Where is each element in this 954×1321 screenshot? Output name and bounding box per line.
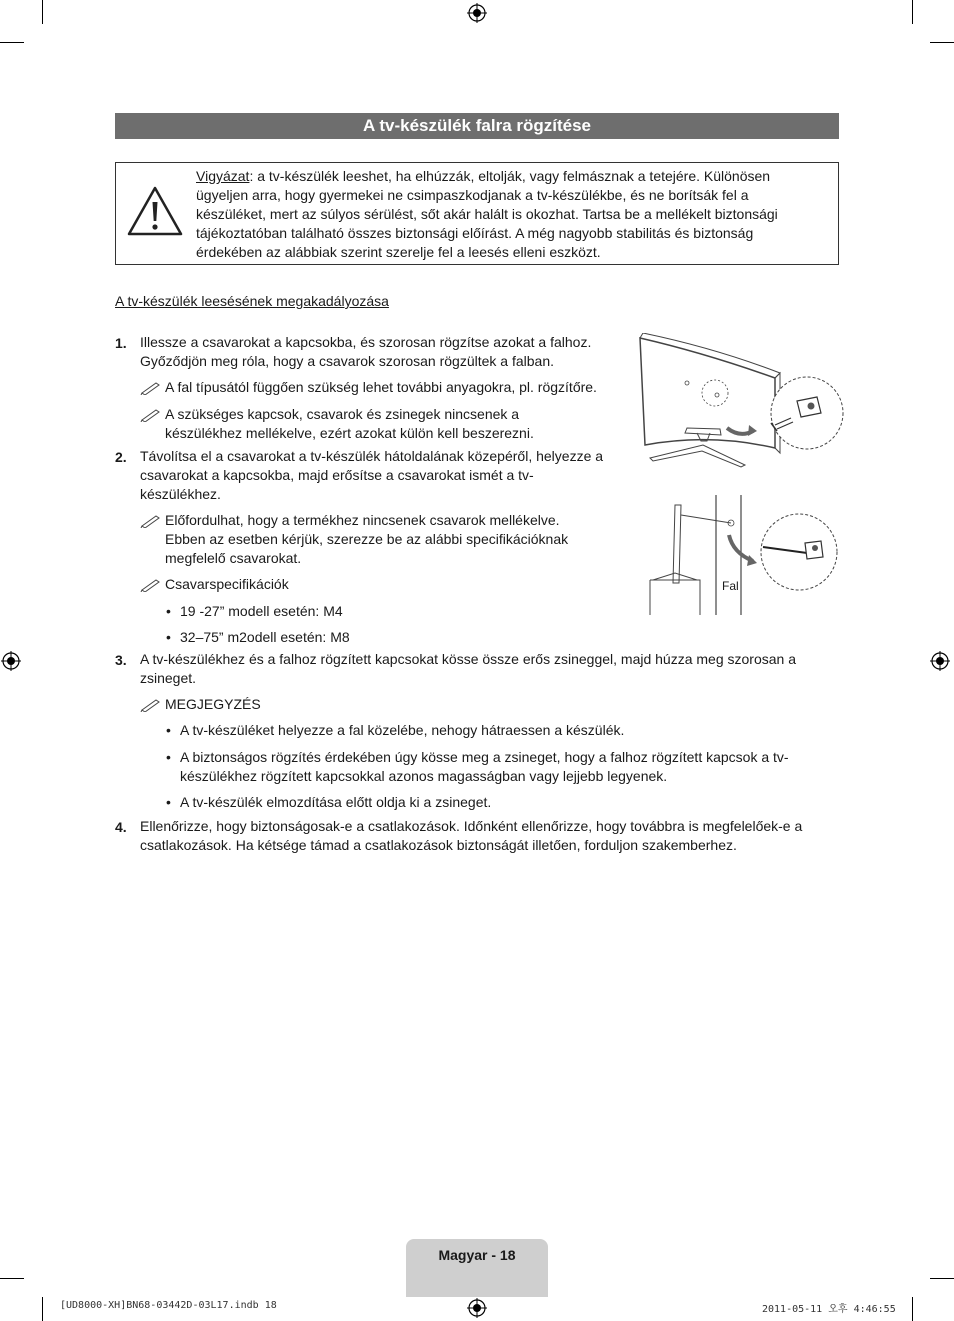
note-pencil-icon bbox=[140, 514, 162, 528]
bullet-text: 32–75” m2odell esetén: M8 bbox=[180, 629, 350, 645]
step-number: 2. bbox=[115, 449, 127, 465]
step-text: Illessze a csavarokat a kapcsokba, és szorosan rögzítse azokat a falhoz. Győződjön meg róla, hogy a csavarok szorosan rögzültek a falban. bbox=[140, 334, 592, 369]
crop-mark bbox=[912, 1297, 913, 1321]
step-text: Ellenőrizze, hogy biztonságosak-e a csatlakozások. Időnként ellenőrizze, hogy továbbra is megfelelőek-e a csatlakozások. Ha kétsége támad a csatlakozások biztonságát illetően, forduljon szakemberhez. bbox=[140, 818, 803, 853]
note-pencil-icon bbox=[140, 381, 162, 395]
print-date: 2011-05-11 오후 4:46:55 bbox=[762, 1304, 896, 1315]
crop-mark bbox=[912, 0, 913, 24]
note-text: Előfordulhat, hogy a termékhez nincsenek csavarok mellékelve. Ebben az esetben kérjük, szerezze be az alábbi specifikációknak megfelelő csavarokat. bbox=[165, 512, 569, 566]
registration-mark-icon bbox=[1, 651, 21, 671]
bullet-mark: • bbox=[166, 794, 171, 810]
caution-body: : a tv-készülék leeshet, ha elhúzzák, eltolják, vagy felmásznak a tetejére. Különösen ügyeljen arra, hogy gyermekei ne csimpaszkodjanak a tv-készülékbe, és ne borítsák fel a készüléket, mert az súlyos sérülést, sőt akár halált is okozhat. Tartsa be a mellékelt biztonsági tájékoztatóban található összes biztonsági előírást. A még nagyobb stabilitás és biztonság érdekében az alábbiak szerint szerelje fel a leesés elleni eszközt. bbox=[196, 168, 778, 260]
note-text: Csavarspecifikációk bbox=[165, 576, 289, 592]
crop-mark bbox=[42, 1297, 43, 1321]
bullet-mark: • bbox=[166, 722, 171, 738]
tv-bracket-illustration bbox=[635, 333, 845, 488]
crop-mark bbox=[0, 1278, 24, 1279]
page-number-tab bbox=[406, 1239, 548, 1297]
note-pencil-icon bbox=[140, 578, 162, 592]
step-number: 1. bbox=[115, 335, 127, 351]
crop-mark bbox=[930, 42, 954, 43]
section-title: A tv-készülék falra rögzítése bbox=[115, 113, 839, 139]
wall-cord-illustration bbox=[645, 495, 845, 615]
warning-triangle-icon bbox=[126, 185, 184, 237]
page-number: Magyar - 18 bbox=[438, 1247, 516, 1263]
step-text: Távolítsa el a csavarokat a tv-készülék hátoldalának közepéről, helyezze a csavarokat a kapcsokba, majd erősítse a csavarokat ismét a tv-készülékhez. bbox=[140, 448, 604, 502]
wall-label: Fal bbox=[722, 579, 739, 593]
bullet-mark: • bbox=[166, 603, 171, 619]
note-pencil-icon bbox=[140, 408, 162, 422]
file-info: [UD8000-XH]BN68-03442D-03L17.indb 18 bbox=[60, 1300, 277, 1311]
registration-mark-icon bbox=[467, 1298, 487, 1318]
bullet-text: A tv-készüléket helyezze a fal közelébe, nehogy hátraessen a készülék. bbox=[180, 722, 625, 738]
note-text: A fal típusától függően szükség lehet további anyagokra, pl. rögzítőre. bbox=[165, 379, 597, 395]
registration-mark-icon bbox=[467, 3, 487, 23]
registration-mark-icon bbox=[930, 651, 950, 671]
caution-text bbox=[196, 167, 816, 262]
bullet-mark: • bbox=[166, 629, 171, 645]
bullet-text: 19 -27” modell esetén: M4 bbox=[180, 603, 343, 619]
bullet-text: A tv-készülék elmozdítása előtt oldja ki a zsineget. bbox=[180, 794, 492, 810]
bullet-mark: • bbox=[166, 749, 171, 765]
note-text: MEGJEGYZÉS bbox=[165, 696, 261, 712]
caution-box bbox=[115, 162, 839, 265]
crop-mark bbox=[42, 0, 43, 24]
caution-label: Vigyázat bbox=[196, 168, 250, 184]
step-number: 4. bbox=[115, 819, 127, 835]
note-text: A szükséges kapcsok, csavarok és zsinegek nincsenek a készülékhez mellékelve, ezért azokat külön kell beszerezni. bbox=[165, 406, 534, 441]
crop-mark bbox=[930, 1278, 954, 1279]
bullet-text: A biztonságos rögzítés érdekében úgy kösse meg a zsineget, hogy a falhoz rögzített kapcsok a tv-készülékhez rögzített kapcsokkal azonos magasságban vagy lejjebb legyenek. bbox=[180, 749, 789, 784]
step-text: A tv-készülékhez és a falhoz rögzített kapcsokat kösse össze erős zsineggel, majd húzza meg szorosan a zsineget. bbox=[140, 651, 796, 686]
crop-mark bbox=[0, 42, 24, 43]
note-pencil-icon bbox=[140, 698, 162, 712]
step-number: 3. bbox=[115, 652, 127, 668]
subheading: A tv-készülék leesésének megakadályozása bbox=[115, 293, 389, 309]
